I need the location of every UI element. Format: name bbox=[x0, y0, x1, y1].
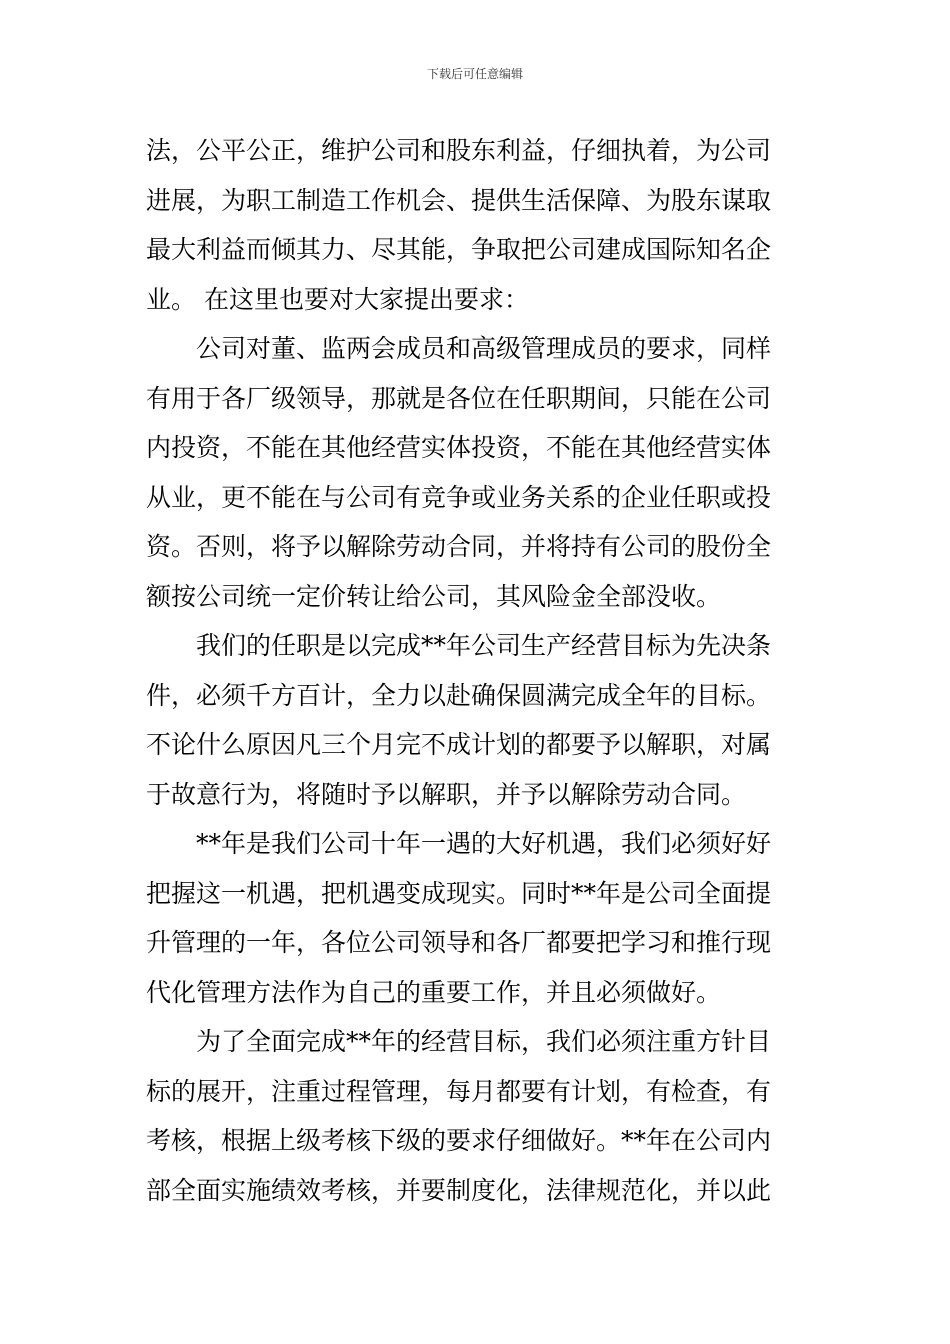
text-line: 升管理的一年，各位公司领导和各厂都要把学习和推行现 bbox=[146, 928, 772, 957]
text-line: 代化管理方法作为自己的重要工作，并且必须做好。 bbox=[146, 977, 722, 1007]
text-line: 考核，根据上级考核下级的要求仔细做好。**年在公司内 bbox=[146, 1126, 772, 1155]
text-line: 标的展开，注重过程管理，每月都要有计划，有检查，有 bbox=[146, 1076, 772, 1106]
text-line: 公司对董、监两会成员和高级管理成员的要求，同样 bbox=[146, 334, 772, 363]
text-line: 于故意行为，将随时予以解职，并予以解除劳动合同。 bbox=[146, 779, 747, 809]
text-line: 从业，更不能在与公司有竞争或业务关系的企业任职或投 bbox=[146, 482, 772, 512]
document-body bbox=[146, 126, 808, 1215]
text-line: 法，公平公正，维护公司和股东利益，仔细执着，为公司 bbox=[146, 136, 772, 165]
text-line: **年是我们公司十年一遇的大好机遇，我们必须好好 bbox=[146, 829, 772, 858]
page-header: 下载后可任意编辑 bbox=[426, 67, 523, 81]
text-line: 进展，为职工制造工作机会、提供生活保障、为股东谋取 bbox=[146, 185, 772, 215]
text-line: 内投资，不能在其他经营实体投资，不能在其他经营实体 bbox=[146, 433, 772, 462]
text-line: 为了全面完成**年的经营目标，我们必须注重方针目 bbox=[146, 1027, 772, 1056]
text-line: 业。 在这里也要对大家提出要求： bbox=[146, 284, 529, 314]
text-line: 我们的任职是以完成**年公司生产经营目标为先决条 bbox=[146, 631, 772, 660]
text-line: 部全面实施绩效考核，并要制度化，法律规范化，并以此 bbox=[146, 1175, 772, 1205]
text-line: 件，必须千方百计，全力以赴确保圆满完成全年的目标。 bbox=[146, 680, 772, 710]
text-line: 不论什么原因凡三个月完不成计划的都要予以解职，对属 bbox=[146, 730, 772, 759]
text-line: 资。否则，将予以解除劳动合同，并将持有公司的股份全 bbox=[146, 532, 772, 561]
text-line: 额按公司统一定价转让给公司，其风险金全部没收。 bbox=[146, 581, 722, 611]
text-line: 有用于各厂级领导，那就是各位在任职期间，只能在公司 bbox=[146, 383, 772, 413]
text-line: 把握这一机遇，把机遇变成现实。同时**年是公司全面提 bbox=[146, 878, 772, 908]
text-line: 最大利益而倾其力、尽其能，争取把公司建成国际知名企 bbox=[146, 235, 772, 264]
